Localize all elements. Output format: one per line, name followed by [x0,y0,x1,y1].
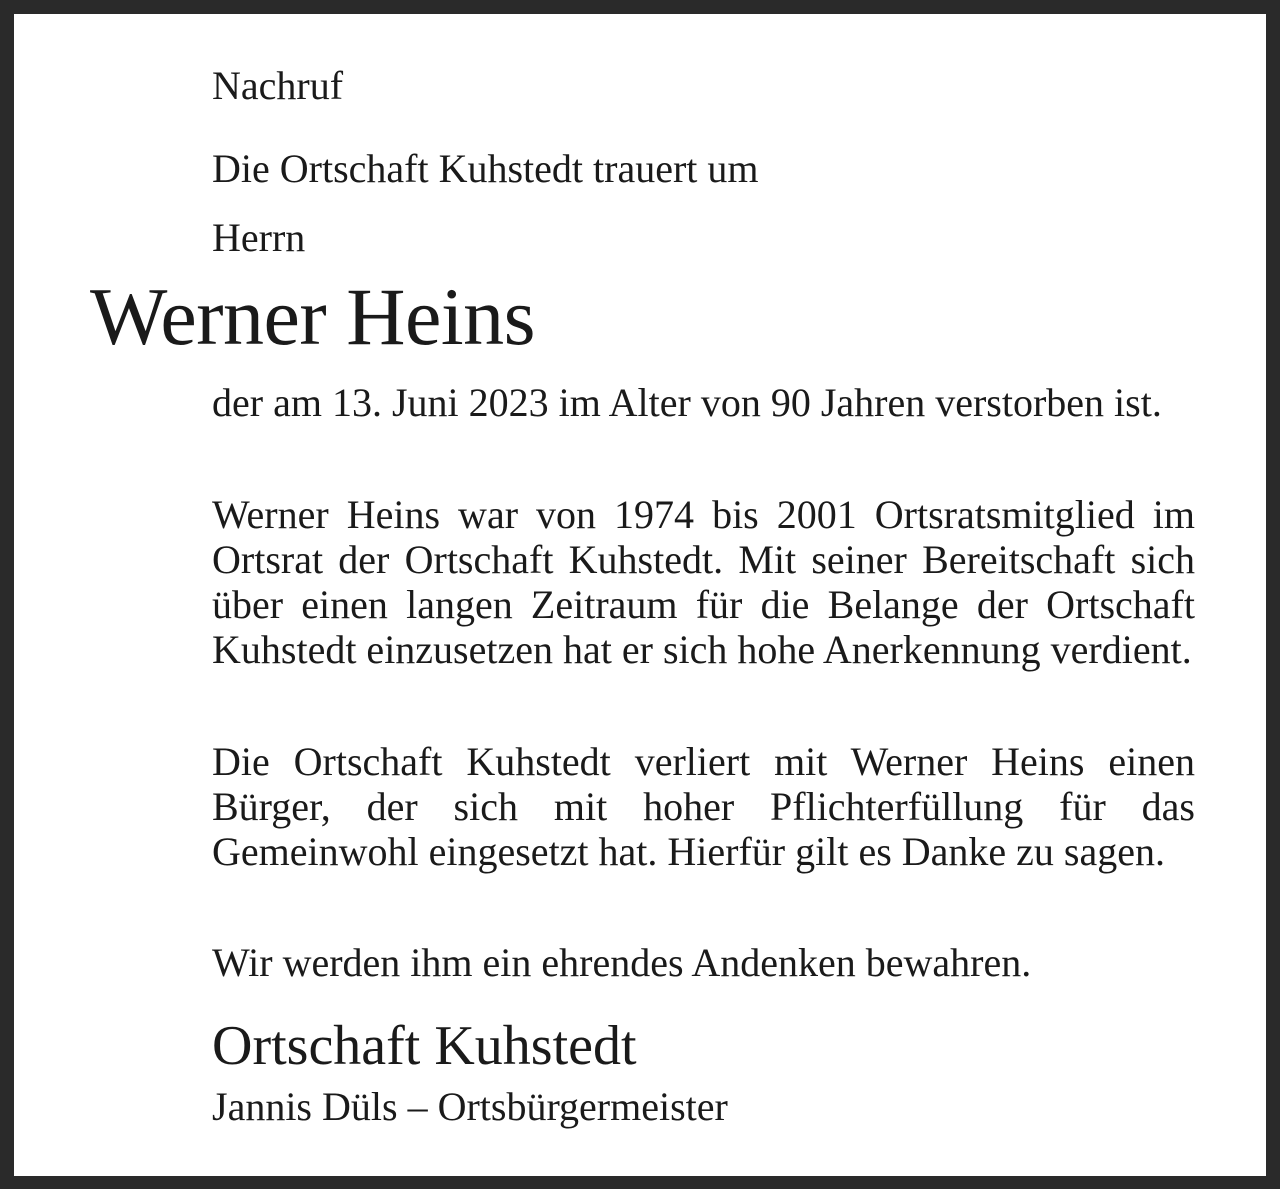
paragraph-death-date: der am 13. Juni 2023 im Alter von 90 Jahren verstorben ist. [212,380,1162,425]
salutation: Herrn [212,215,306,260]
deceased-name: Werner Heins [90,271,536,362]
paragraph-tribute: Die Ortschaft Kuhstedt verliert mit Werner Heins einen Bürger, der sich mit hoher Pflichterfüllung für das Gemeinwohl eingesetzt hat. Hierfür gilt es Danke zu sagen. [212,739,1195,874]
paragraph-closing: Wir werden ihm ein ehrendes Andenken bewahren. [212,940,1032,985]
intro-line: Die Ortschaft Kuhstedt trauert um [212,146,759,191]
notice-heading: Nachruf [212,63,344,108]
paragraph-service: Werner Heins war von 1974 bis 2001 Ortsratsmitglied im Ortsrat der Ortschaft Kuhstedt. Mit seiner Bereitschaft sich über einen langen Zeitraum für die Belange der Ortschaft Kuhstedt einzusetzen hat er sich hohe Anerkennung verdient. [212,492,1195,672]
signer-line: Jannis Düls – Ortsbürgermeister [212,1084,728,1129]
sender-organisation: Ortschaft Kuhstedt [212,1015,637,1077]
